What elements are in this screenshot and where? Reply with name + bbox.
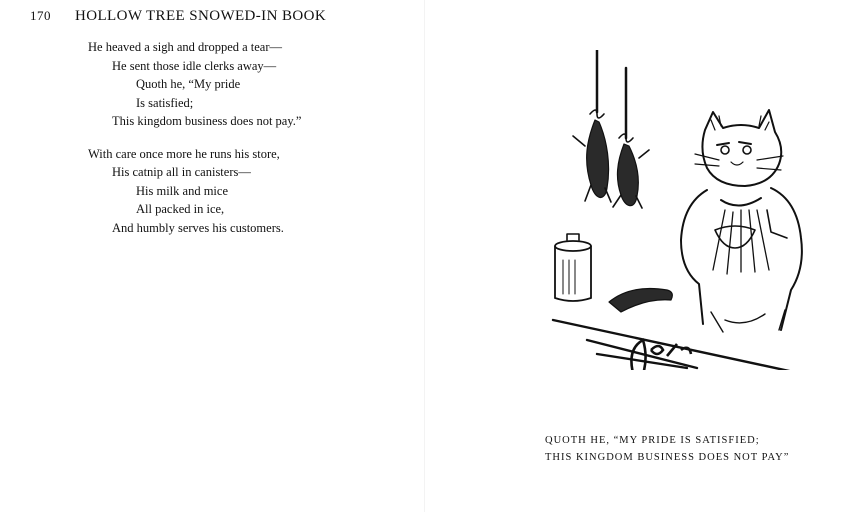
stanza bbox=[88, 38, 301, 131]
poem-line: All packed in ice, bbox=[136, 202, 225, 216]
cat-body bbox=[681, 188, 802, 330]
poem-line: Is satisfied; bbox=[136, 95, 194, 110]
illustration-caption bbox=[545, 432, 789, 466]
stanza bbox=[88, 145, 301, 238]
counter-shadow bbox=[587, 340, 697, 368]
poem-line: He heaved a sigh and dropped a tear— bbox=[88, 40, 283, 54]
caption-line: QUOTH HE, “MY PRIDE IS SATISFIED; bbox=[545, 435, 760, 446]
poem-line: And humbly serves his customers. bbox=[112, 220, 284, 235]
hanging-mouse-icon bbox=[613, 144, 649, 208]
poem-line: His milk and mice bbox=[136, 183, 228, 198]
poem-line: With care once more he runs his store, bbox=[88, 146, 280, 161]
right-page bbox=[425, 0, 847, 512]
bow bbox=[619, 134, 633, 142]
poem-line: He sent those idle clerks away— bbox=[112, 58, 277, 73]
cat-head bbox=[695, 110, 783, 186]
running-title: HOLLOW TREE SNOWED-IN BOOK bbox=[75, 8, 327, 24]
caption-line: THIS KINGDOM BUSINESS DOES NOT PAY” bbox=[545, 452, 790, 463]
hanging-mouse-icon bbox=[573, 120, 611, 202]
poem-line: His catnip all in canisters— bbox=[112, 165, 251, 179]
bow bbox=[590, 110, 604, 118]
page-number: 170 bbox=[30, 8, 51, 23]
cat-tail bbox=[609, 289, 672, 313]
cat-storekeeper-illustration bbox=[535, 50, 847, 370]
canister-icon bbox=[555, 234, 591, 301]
poem-line: This kingdom business does not pay.” bbox=[112, 114, 302, 128]
poem bbox=[88, 38, 301, 237]
poem-line: Quoth he, “My pride bbox=[136, 77, 241, 91]
